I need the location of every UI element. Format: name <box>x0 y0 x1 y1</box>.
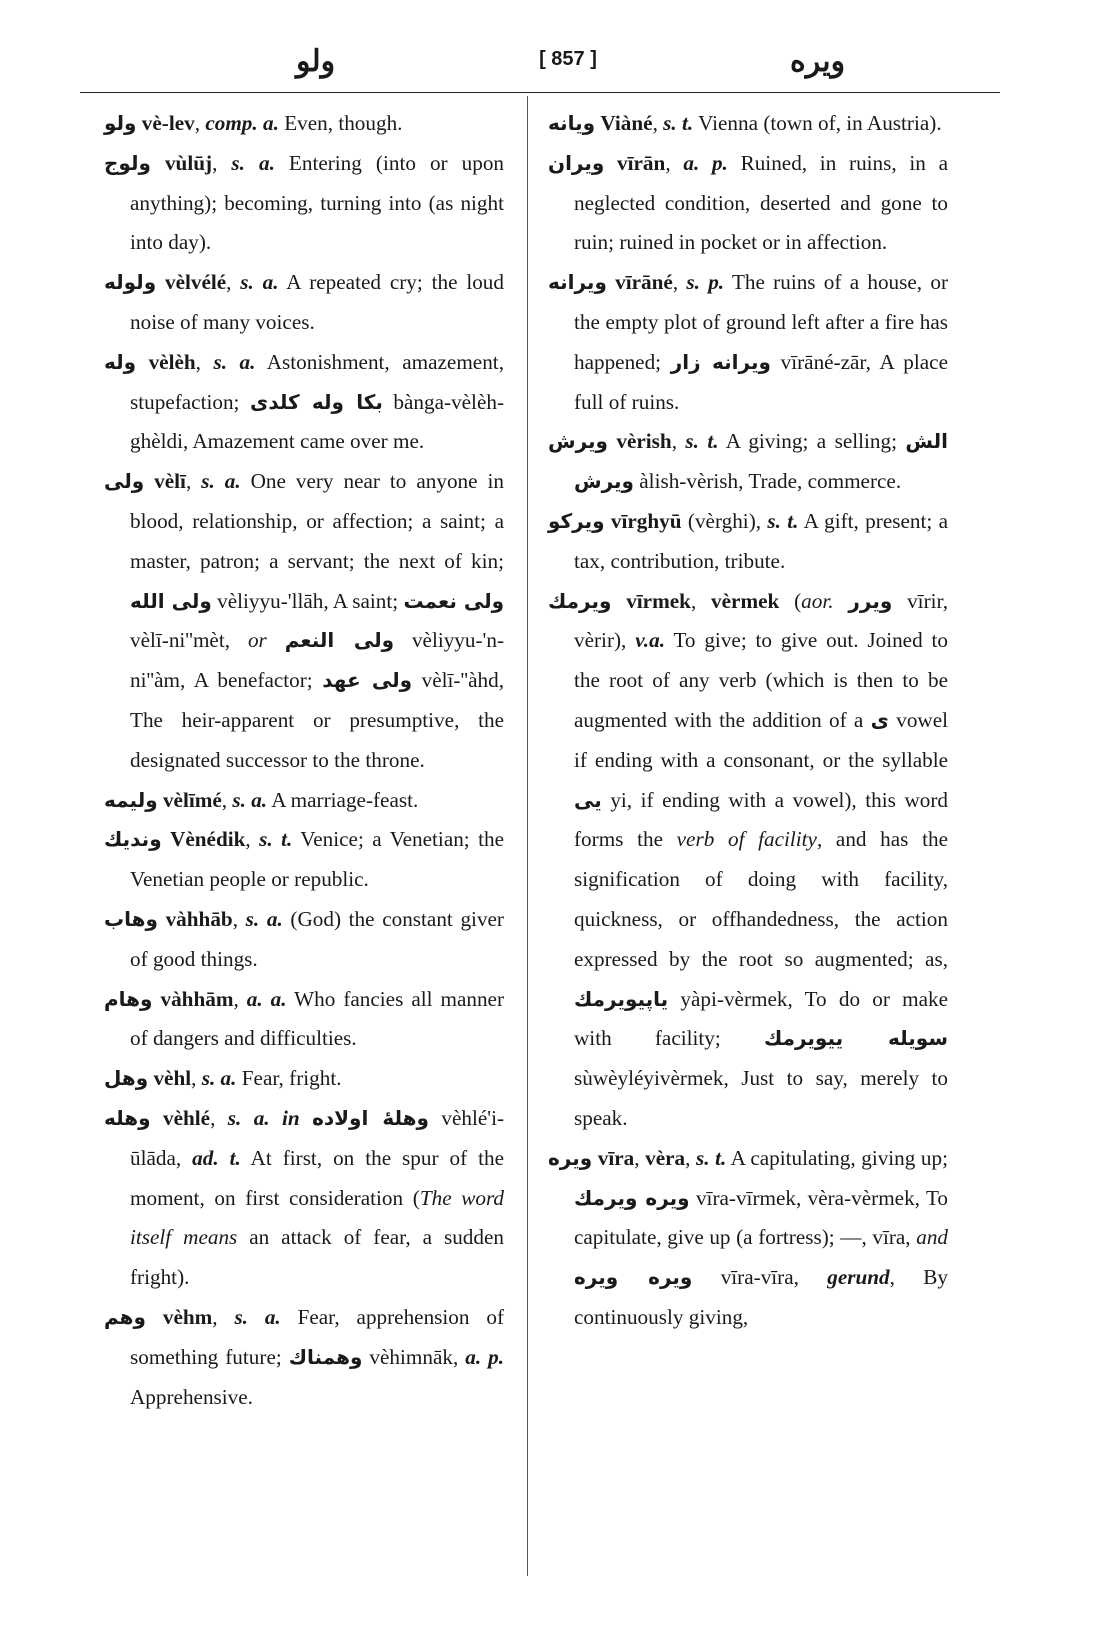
headword: vèlèh <box>148 349 196 374</box>
dictionary-entry <box>548 104 948 144</box>
entry-text: bànga-vèlèh-ghèldi, Amazement came over me. <box>130 389 505 454</box>
entry-text: , <box>652 111 664 135</box>
grammar-label: ad. t. <box>192 1145 241 1170</box>
dictionary-entry <box>548 422 948 502</box>
dictionary-entry <box>104 462 504 780</box>
grammar-label: s. t. <box>663 111 694 135</box>
dictionary-entry <box>104 1099 504 1298</box>
arabic-term: ولی النعم <box>284 628 395 653</box>
arabic-term: وهام <box>104 986 153 1011</box>
entry-text: , <box>671 429 686 454</box>
entry-text: A giving; a selling; <box>718 429 906 454</box>
headword: Viàné <box>600 111 653 135</box>
entry-text: Entering (into or upon anything); becoming, turning into (as night into day). <box>130 150 505 255</box>
header-rule <box>80 92 1000 93</box>
entry-text: To give; to give out. Joined to the root of any verb (which is then to be augmented with the addition of a <box>574 628 948 732</box>
page-number: [ 857 ] <box>539 48 597 70</box>
arabic-term: بکا وله کلدی <box>250 389 383 414</box>
headword: vùlūj <box>164 150 213 175</box>
headword: vèhl <box>153 1066 192 1091</box>
entry-text <box>136 350 149 374</box>
grammar-label: s. a. <box>232 787 268 812</box>
entry-text: vèliyyu-'n-ni''àm, A benefactor; <box>130 628 505 693</box>
dictionary-entry <box>548 502 948 582</box>
entry-text: , <box>191 1066 202 1091</box>
grammar-label: s. t. <box>685 429 719 454</box>
dictionary-entry <box>548 1139 948 1338</box>
arabic-term: یی <box>574 787 602 812</box>
headword: vèlvélé <box>164 270 227 295</box>
column-divider <box>527 96 528 1576</box>
entry-text: , <box>221 787 233 812</box>
entry-text: A gift, present; a tax, contribution, tribute. <box>574 508 948 573</box>
arabic-term: وهاب <box>104 906 158 931</box>
arabic-term: ولوله <box>104 270 157 295</box>
headword: vèhm <box>162 1304 213 1329</box>
grammar-label: s. a. <box>234 1304 281 1329</box>
entry-text <box>146 1305 163 1329</box>
grammar-label: a. p. <box>683 150 728 175</box>
entry-text: Venice; a Venetian; the Venetian people or republic. <box>130 827 504 892</box>
entry-text: vèliyyu-'llāh, A saint; <box>211 588 404 613</box>
entry-text: , <box>685 1145 696 1170</box>
headword: vàhhāb <box>165 906 233 931</box>
entry-text: vèlī-ni''mèt, <box>130 628 248 653</box>
entry-text <box>162 827 170 851</box>
entry-text <box>604 151 617 175</box>
dictionary-entry <box>548 582 948 1139</box>
entry-text: (vèrghi), <box>681 508 768 533</box>
entry-text: vīra-vīrmek, vèra-vèrmek, To capitulate, give up (a fortress); —, vīra, <box>574 1185 948 1250</box>
entry-text: Astonishment, amazement, stupefaction; <box>130 349 504 414</box>
entry-text: Ruined, in ruins, in a neglected condition, deserted and gone to ruin; ruined in pocket or in affection. <box>574 150 949 255</box>
right-column <box>548 104 948 1338</box>
arabic-term: ویران <box>548 150 605 175</box>
arabic-term: وهلهٔ اولاده <box>312 1105 429 1130</box>
headword: vèrmek <box>711 588 780 613</box>
arabic-term: ویرانه زار <box>670 349 771 374</box>
entry-text: One very near to anyone in blood, relationship, or affection; a saint; a master, patron; a servant; the next of kin; <box>130 469 505 573</box>
entry-text: At first, on the spur of the moment, on first consideration ( <box>130 1145 504 1210</box>
entry-text: àlish-vèrish, Trade, commerce. <box>633 469 902 494</box>
entry-text: , <box>634 1145 646 1170</box>
entry-text <box>611 589 626 613</box>
arabic-term: ولی عهد <box>322 668 413 693</box>
dictionary-entry <box>104 900 504 980</box>
dictionary-entry <box>104 263 504 343</box>
entry-text <box>300 1106 312 1130</box>
entry-text: A capitulating, giving up; <box>726 1145 949 1170</box>
entry-text: , <box>210 1105 228 1130</box>
dictionary-entry <box>548 144 948 263</box>
arabic-term: ویرش <box>548 429 608 454</box>
entry-text: , <box>195 349 214 374</box>
entry-text: Even, though. <box>278 111 403 135</box>
entry-text <box>151 151 165 175</box>
entry-text: (God) the constant giver of good things. <box>130 906 504 971</box>
entry-text: vowel if ending with a consonant, or the syllable <box>574 707 949 772</box>
headword: vèhlé <box>163 1105 211 1130</box>
entry-text: , <box>672 270 687 295</box>
arabic-term: ویرانه <box>548 270 607 295</box>
entry-text: vèhimnāk, <box>362 1344 466 1369</box>
grammar-label: s. a. <box>201 469 241 494</box>
grammar-label: gerund <box>827 1265 890 1290</box>
right-guide-word: ویره <box>790 45 846 78</box>
dictionary-entry <box>104 1298 504 1417</box>
entry-text: , <box>245 827 260 852</box>
entry-text: , <box>690 588 712 613</box>
headword: vàhhām <box>160 986 234 1011</box>
grammar-label: s. a. <box>201 1066 237 1091</box>
entry-text: Vienna (town of, in Austria). <box>693 111 942 135</box>
entry-text <box>607 270 615 294</box>
grammar-label: s. a. <box>245 906 283 931</box>
entry-text <box>834 589 849 613</box>
entry-text: , <box>194 111 206 135</box>
entry-text: The ruins of a house, or the empty plot of ground left after a fire has happened; <box>574 270 949 374</box>
grammar-label: s. t. <box>695 1145 727 1170</box>
headword: vīrāné <box>615 270 673 295</box>
entry-text: , By continuously giving, <box>574 1265 948 1329</box>
grammar-label: comp. a. <box>205 111 279 135</box>
left-column <box>104 104 504 1417</box>
arabic-term: ولی <box>104 469 145 494</box>
entry-text: an attack of fear, a sudden fright). <box>130 1225 504 1290</box>
arabic-term: ویره <box>548 1145 593 1170</box>
headword: vīra <box>597 1145 635 1170</box>
page-header <box>88 44 988 86</box>
italic-text: or <box>247 628 267 653</box>
headword: vèlī <box>154 469 186 494</box>
arabic-term: وله <box>104 349 137 374</box>
entry-text: , <box>212 1304 235 1329</box>
arabic-term: ویره ویرمك <box>574 1185 690 1210</box>
arabic-term: ولو <box>104 111 137 135</box>
entry-text: , <box>212 150 232 175</box>
entry-text <box>144 469 154 493</box>
dictionary-entry <box>104 980 504 1060</box>
dictionary-entry <box>104 1059 504 1099</box>
entry-text: yi, if ending with a vowel), this word forms the <box>574 787 948 852</box>
entry-text <box>156 270 165 294</box>
headword: vè-lev <box>141 111 195 135</box>
arabic-term: ولوج <box>104 150 151 175</box>
entry-text: , <box>665 150 684 175</box>
entry-text: Who fancies all manner of dangers and difficulties. <box>130 986 505 1051</box>
arabic-term: یاپیویرمك <box>574 986 669 1011</box>
italic-text: and <box>916 1225 948 1250</box>
grammar-label: s. p. <box>686 270 725 295</box>
grammar-label: s. a. in <box>227 1105 300 1130</box>
headword: vèra <box>645 1145 686 1170</box>
entry-text: , and has the signification of doing with facility, quickness, or offhandedness, the action expressed by the root so augmented; as, <box>574 827 948 971</box>
arabic-term: ولی الله <box>130 588 212 613</box>
headword: vèrish <box>616 429 672 454</box>
entry-text: A marriage-feast. <box>267 787 419 812</box>
entry-text <box>267 628 285 652</box>
entry-text: vīrir, vèrir), <box>574 588 949 653</box>
left-guide-word: ولو <box>296 45 336 78</box>
entry-text: yàpi-vèrmek, To do or make with facility; <box>574 986 948 1051</box>
arabic-term: ویرمك <box>548 588 612 613</box>
arabic-term: وندیك <box>104 827 162 852</box>
dictionary-entry <box>104 343 504 462</box>
headword: Vènédik <box>170 827 246 852</box>
entry-text: Apprehensive. <box>130 1384 253 1409</box>
grammar-label: a. p. <box>465 1344 504 1369</box>
entry-text <box>151 1106 163 1130</box>
arabic-term: ولیمه <box>104 787 158 812</box>
entry-text: , <box>185 469 202 494</box>
arabic-term: وهل <box>104 1066 149 1091</box>
grammar-label: s. t. <box>767 508 799 533</box>
grammar-label: a. a. <box>246 986 287 1011</box>
italic-text: verb of facility <box>676 827 817 852</box>
entry-text: , <box>232 906 246 931</box>
entry-text: , <box>233 986 247 1011</box>
italic-text: The word itself means <box>130 1185 505 1250</box>
entry-text: , <box>226 270 241 295</box>
dictionary-entry <box>548 263 948 422</box>
arabic-term: ویره ویره <box>574 1265 693 1290</box>
headword: vīrghyū <box>610 508 682 533</box>
dictionary-entry <box>104 104 504 144</box>
entry-text: vèhlé'i-ūlāda, <box>130 1105 505 1170</box>
entry-text: Fear, apprehension of something future; <box>130 1304 505 1369</box>
arabic-term: وهم <box>104 1304 146 1329</box>
arabic-term: ویرر <box>848 588 893 613</box>
italic-text: aor. <box>801 588 834 613</box>
dictionary-entry <box>104 144 504 263</box>
entry-text: sùwèyléyivèrmek, Just to say, merely to speak. <box>574 1066 948 1130</box>
arabic-term: ولی نعمت <box>403 588 505 613</box>
arabic-term: وهمناك <box>288 1344 363 1369</box>
entry-text <box>158 907 166 931</box>
entry-text: A repeated cry; the loud noise of many voices. <box>130 270 504 334</box>
arabic-term: ویرکو <box>548 508 605 533</box>
grammar-label: s. a. <box>240 270 279 295</box>
arabic-term: وهله <box>104 1105 151 1130</box>
headword: vīrmek <box>626 588 691 613</box>
arabic-term: سویله ییویرمك <box>763 1026 948 1051</box>
headword: vīrān <box>617 150 666 175</box>
grammar-label: s. a. <box>213 349 256 374</box>
dictionary-entry <box>104 781 504 821</box>
arabic-term: ویانه <box>548 111 596 135</box>
grammar-label: s. a. <box>231 150 275 175</box>
entry-text: vèlī-''àhd, The heir-apparent or presumptive, the designated successor to the throne. <box>130 668 504 772</box>
entry-text: vīrāné-zār, A place full of ruins. <box>574 349 948 414</box>
headword: vèlīmé <box>162 787 222 812</box>
arabic-term: ی <box>870 707 889 732</box>
entry-text: vīra-vīra, <box>692 1265 828 1290</box>
dictionary-entry <box>104 820 504 900</box>
grammar-label: v.a. <box>635 628 665 653</box>
arabic-term: الش ویرش <box>574 429 948 494</box>
grammar-label: s. t. <box>259 827 293 852</box>
entry-text: ( <box>779 588 802 613</box>
entry-text: Fear, fright. <box>236 1066 342 1091</box>
